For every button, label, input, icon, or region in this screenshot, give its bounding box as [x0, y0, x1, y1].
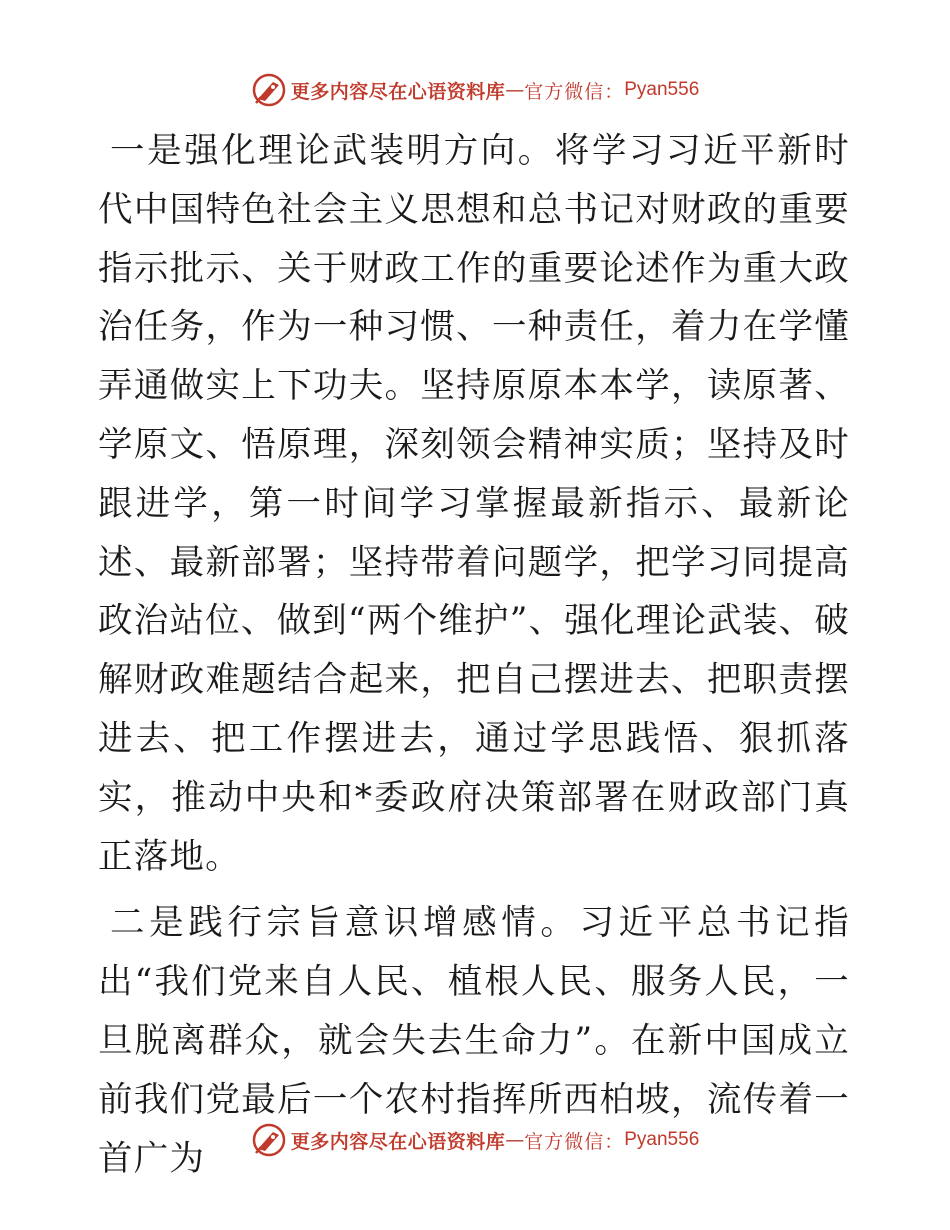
header-banner	[0, 70, 950, 110]
pen-nib-logo-icon	[251, 72, 287, 108]
footer-site-name: 更多内容尽在心语资料库	[290, 1130, 506, 1153]
pen-nib-logo-icon	[251, 1122, 287, 1158]
header-wechat-id: Pyan556	[624, 79, 700, 100]
header-separator: —	[505, 79, 525, 101]
header-wechat-label: 官方微信：	[524, 80, 625, 103]
header-site-name: 更多内容尽在心语资料库	[290, 80, 506, 103]
document-body	[98, 122, 850, 1188]
paragraph-2: 二是践行宗旨意识增感情。习近平总书记指出“我们党来自人民、植根人民、服务人民，一旦脱离群众，就会失去生命力”。在新中国成立前我们党最后一个农村指挥所西柏坡，流传着一首广为	[98, 903, 850, 1179]
footer-banner	[0, 1120, 950, 1160]
paragraph-1: 一是强化理论武装明方向。将学习习近平新时代中国特色社会主义思想和总书记对财政的重要指示批示、关于财政工作的重要论述作为重大政治任务，作为一种习惯、一种责任，着力在学懂弄通做实上下功夫。坚持原原本本学，读原著、学原文、悟原理，深刻领会精神实质；坚持及时跟进学，第一时间学习掌握最新指示、最新论述、最新部署；坚持带着问题学，把学习同提高政治站位、做到“两个维护”、强化理论武装、破解财政难题结合起来，把自己摆进去、把职责摆进去、把工作摆进去，通过学思践悟、狠抓落实，推动中央和*委政府决策部署在财政部门真正落地。	[98, 131, 850, 877]
footer-wechat-label: 官方微信：	[524, 1130, 625, 1153]
footer-wechat-id: Pyan556	[624, 1129, 700, 1150]
footer-separator: —	[505, 1129, 525, 1151]
